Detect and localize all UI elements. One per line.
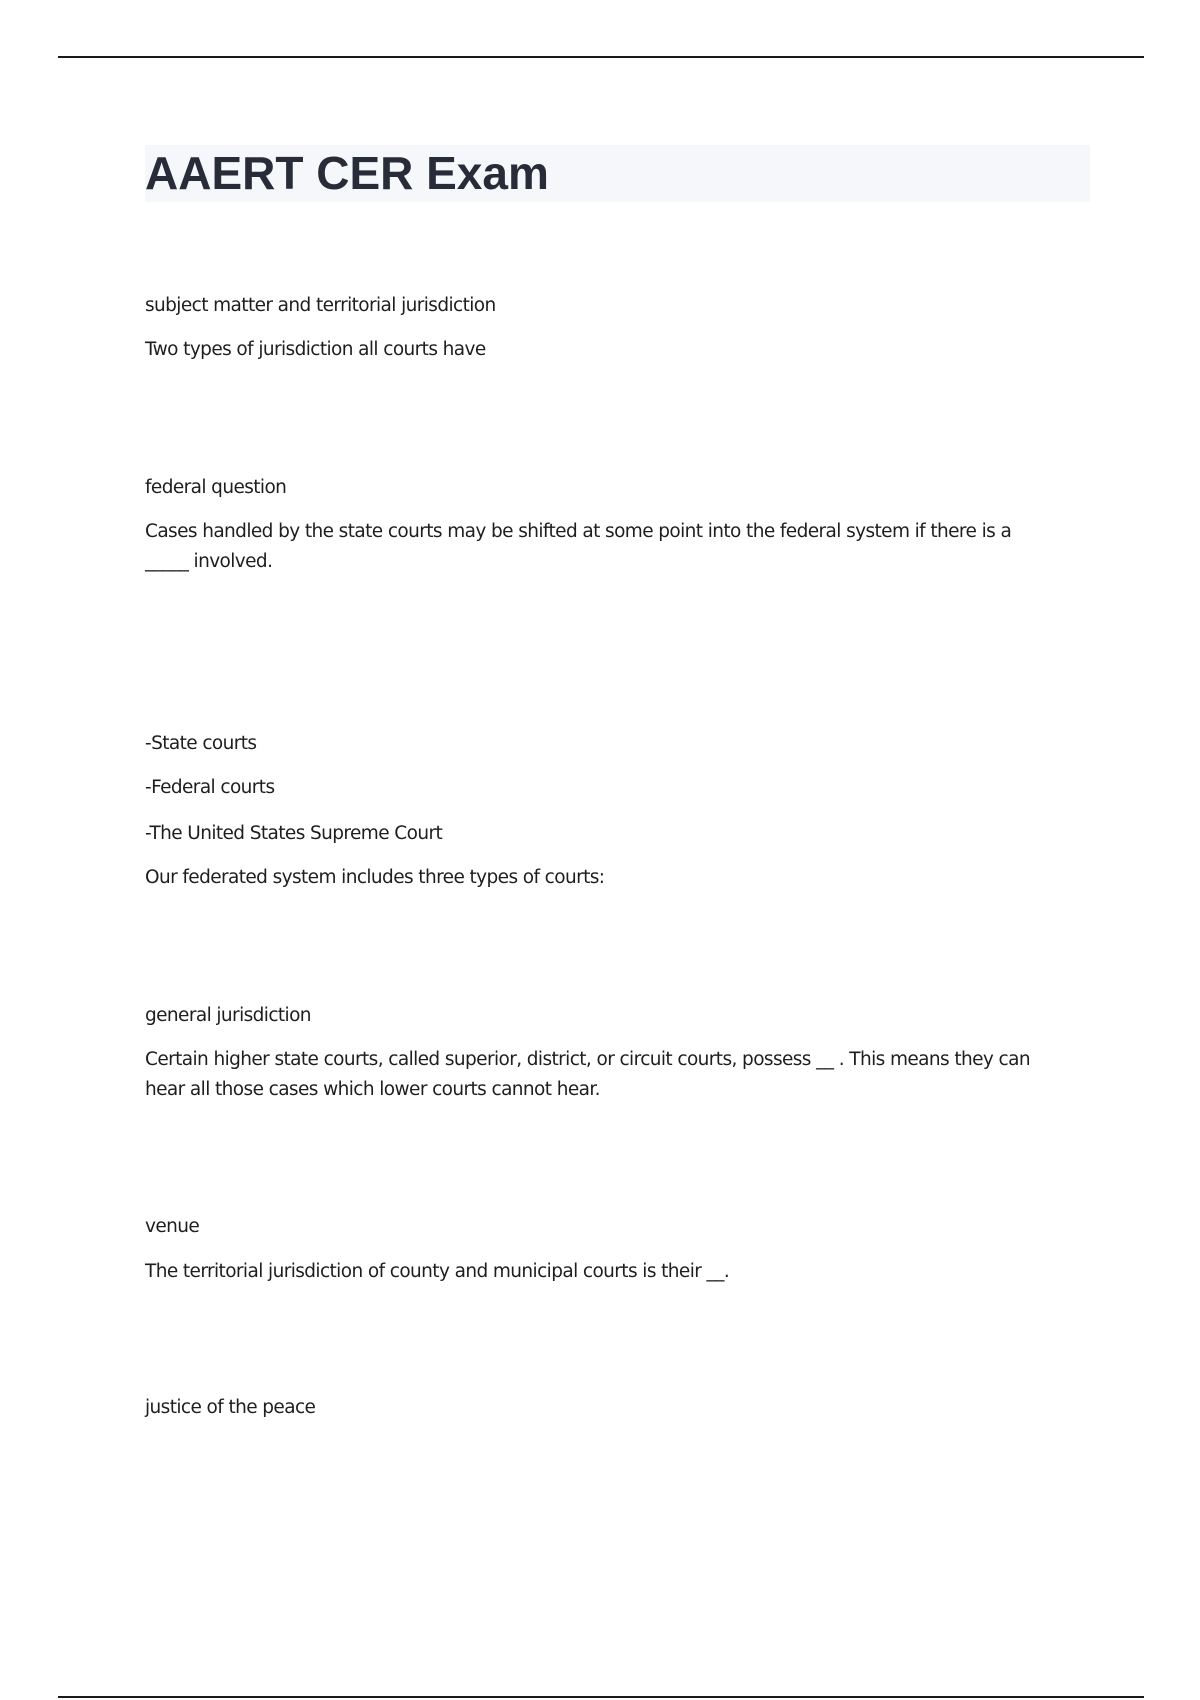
card-1-term: subject matter and territorial jurisdiction [145, 295, 496, 316]
card-4-definition-line-1: Certain higher state courts, called superior, district, or circuit courts, possess __ . This means they can [145, 1049, 1030, 1070]
card-4-term: general jurisdiction [145, 1005, 311, 1026]
card-3-definition: Our federated system includes three types of courts: [145, 867, 605, 888]
card-6-term: justice of the peace [145, 1397, 316, 1418]
card-5-definition: The territorial jurisdiction of county and municipal courts is their __. [145, 1261, 730, 1282]
page-title: AAERT CER Exam [145, 147, 549, 199]
card-3-term-line-2: -Federal courts [145, 777, 275, 798]
top-rule [58, 56, 1144, 58]
card-1-definition: Two types of jurisdiction all courts have [145, 339, 486, 360]
card-2-term: federal question [145, 477, 287, 498]
card-3-term-line-1: -State courts [145, 733, 257, 754]
card-5-term: venue [145, 1216, 200, 1237]
card-2-definition-line-2: _____ involved. [145, 551, 273, 572]
card-4-definition-line-2: hear all those cases which lower courts cannot hear. [145, 1079, 600, 1100]
card-2-definition-line-1: Cases handled by the state courts may be shifted at some point into the federal system if there is a [145, 521, 1012, 542]
bottom-rule [58, 1696, 1144, 1698]
card-3-term-line-3: -The United States Supreme Court [145, 823, 443, 844]
